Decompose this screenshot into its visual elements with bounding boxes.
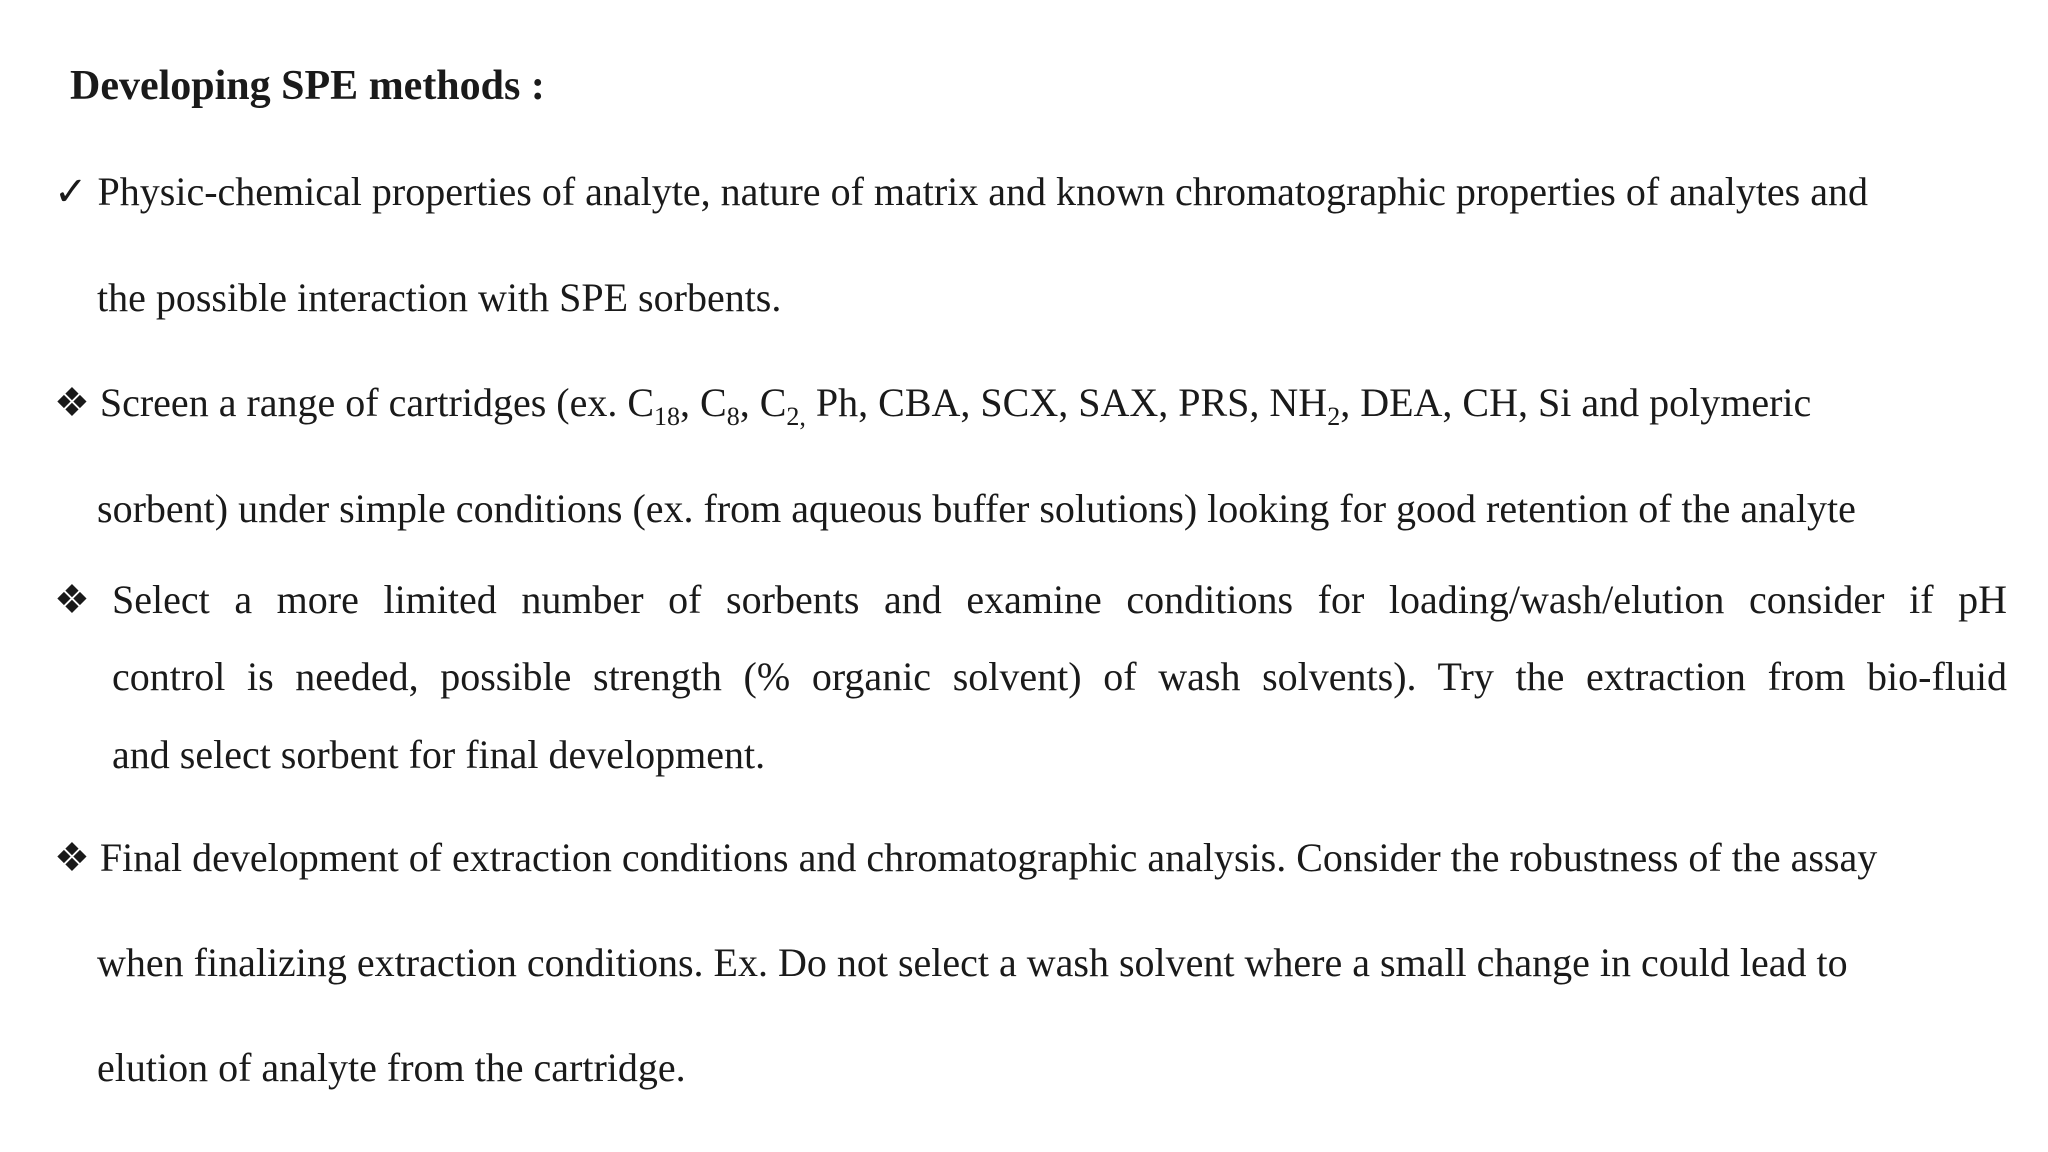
list-item-3-bullet: [54, 577, 100, 622]
list-item-2-line-1: [54, 380, 1812, 431]
list-item-3-line-2: control is needed, possible strength (% organic solvent) of wash solvents). Try the extraction from bio-fluid: [112, 654, 2007, 699]
list-item-2-line-2: sorbent) under simple conditions (ex. from aqueous buffer solutions) looking for good retention of the analyte: [97, 486, 1856, 531]
subscript-nh2: 2: [1327, 402, 1341, 431]
item-1-text-1: Physic-chemical properties of analyte, nature of matrix and known chromatographic properties of analytes and: [97, 169, 1869, 214]
item-2-text-d: Ph, CBA, SCX, SAX, PRS, NH: [805, 380, 1328, 425]
list-item-4-line-1: [54, 835, 1878, 880]
diamond-bullet-icon: ❖: [54, 577, 90, 622]
item-2-text-a: Screen a range of cartridges (ex. C: [99, 380, 655, 425]
diamond-bullet-icon: ❖: [54, 380, 90, 425]
list-item-4-line-3: elution of analyte from the cartridge.: [97, 1045, 686, 1090]
page-title: Developing SPE methods :: [70, 63, 545, 109]
subscript-18: 18: [654, 402, 681, 431]
subscript-8: 8: [726, 402, 740, 431]
checkmark-icon: ✓: [54, 169, 88, 214]
item-2-text-c: , C: [739, 380, 787, 425]
list-item-4-line-2: when finalizing extraction conditions. Ex. Do not select a wash solvent where a small change in could lead to: [97, 940, 1848, 985]
list-item-1-line-2: the possible interaction with SPE sorbents.: [97, 275, 782, 320]
list-item-1-line-1: [54, 169, 1869, 214]
list-item-3-line-3: and select sorbent for final development.: [112, 732, 766, 777]
subscript-2: 2,: [786, 402, 806, 431]
item-2-text-e: , DEA, CH, Si and polymeric: [1340, 380, 1812, 425]
item-2-text-b: , C: [680, 380, 727, 425]
item-4-text-1: Final development of extraction conditions and chromatographic analysis. Consider the robustness of the assay: [99, 835, 1878, 880]
diamond-bullet-icon: ❖: [54, 835, 90, 880]
list-item-3-line-1: Select a more limited number of sorbents and examine conditions for loading/wash/elution consider if pH: [112, 577, 2007, 622]
